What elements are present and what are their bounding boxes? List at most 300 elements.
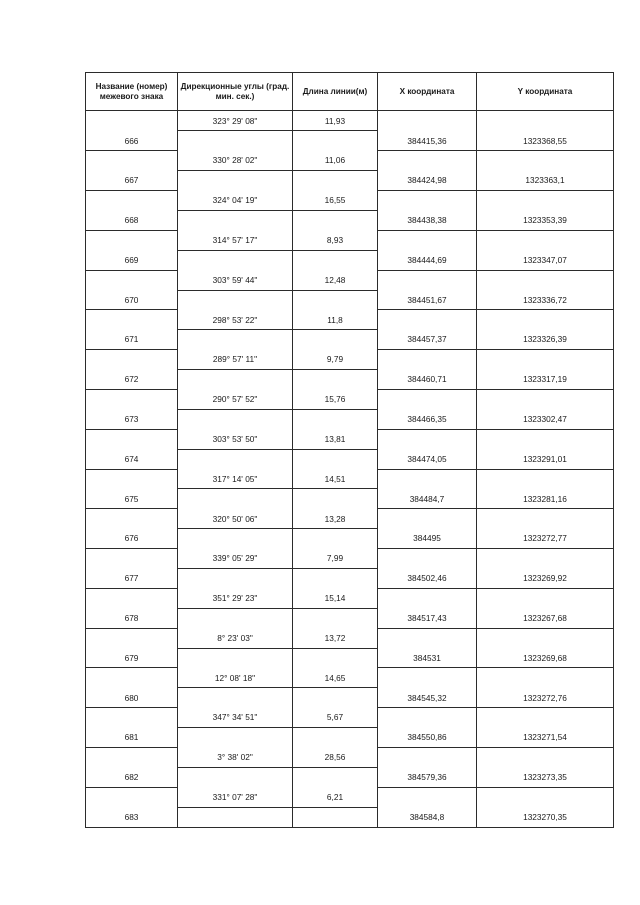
segment-row <box>86 350 614 370</box>
direction-angle-cell <box>178 608 293 628</box>
direction-angle-cell-text: 339° 05' 29" <box>212 553 258 564</box>
mark-name-cell <box>86 230 178 250</box>
mark-name-cell-text: 668 <box>124 215 139 226</box>
y-coordinate-cell-text: 1323272,76 <box>523 692 567 703</box>
line-length-cell <box>293 628 378 648</box>
mark-name-cell <box>86 469 178 489</box>
mark-name-cell <box>86 191 178 211</box>
x-coordinate-cell <box>378 151 477 171</box>
direction-angle-cell <box>178 171 293 191</box>
x-coordinate-cell <box>378 330 477 350</box>
line-length-cell-text: 14,51 <box>324 473 346 484</box>
line-length-cell <box>293 588 378 608</box>
x-coordinate-cell <box>378 310 477 330</box>
mark-name-cell <box>86 409 178 429</box>
direction-angle-cell <box>178 668 293 688</box>
x-coordinate-cell <box>378 191 477 211</box>
line-length-cell-text: 8,93 <box>326 235 344 246</box>
y-coordinate-cell-text: 1323272,77 <box>523 533 567 544</box>
mark-name-cell <box>86 529 178 549</box>
boundary-point-row <box>86 250 614 270</box>
boundary-point-row <box>86 767 614 787</box>
line-length-cell-text: 12,48 <box>324 274 346 285</box>
line-length-cell <box>293 449 378 469</box>
x-coordinate-cell-text: 384415,36 <box>407 135 447 146</box>
x-coordinate-cell <box>378 449 477 469</box>
boundary-point-row <box>86 131 614 151</box>
direction-angle-cell-text: 303° 59' 44" <box>212 274 258 285</box>
direction-angle-cell <box>178 131 293 151</box>
line-length-cell <box>293 370 378 390</box>
x-coordinate-cell-text: 384545,32 <box>407 692 447 703</box>
y-coordinate-cell <box>477 469 614 489</box>
y-coordinate-cell <box>477 787 614 807</box>
segment-row <box>86 628 614 648</box>
direction-angle-cell <box>178 728 293 748</box>
line-length-cell-text: 11,8 <box>327 314 343 325</box>
direction-angle-cell <box>178 748 293 768</box>
x-coordinate-cell-text: 384424,98 <box>407 175 447 186</box>
x-coordinate-cell <box>378 608 477 628</box>
segment-row <box>86 708 614 728</box>
line-length-cell <box>293 389 378 409</box>
boundary-point-row <box>86 330 614 350</box>
line-length-cell-text: 9,79 <box>326 354 344 365</box>
line-length-cell <box>293 708 378 728</box>
mark-name-cell-text: 683 <box>124 812 139 823</box>
direction-angle-cell-text: 289° 57' 11" <box>212 354 258 365</box>
x-coordinate-cell <box>378 668 477 688</box>
mark-name-cell <box>86 370 178 390</box>
segment-row <box>86 429 614 449</box>
mark-name-cell <box>86 509 178 529</box>
segment-row <box>86 748 614 768</box>
boundary-point-row <box>86 688 614 708</box>
mark-name-cell <box>86 330 178 350</box>
boundary-point-row <box>86 608 614 628</box>
segment-row <box>86 509 614 529</box>
mark-name-cell <box>86 290 178 310</box>
mark-name-cell <box>86 767 178 787</box>
mark-name-cell-text: 667 <box>124 175 139 186</box>
mark-name-cell <box>86 728 178 748</box>
x-coordinate-cell-text: 384474,05 <box>407 453 447 464</box>
y-coordinate-cell <box>477 549 614 569</box>
direction-angle-cell <box>178 688 293 708</box>
mark-name-cell <box>86 787 178 807</box>
direction-angle-cell <box>178 807 293 827</box>
line-length-cell <box>293 290 378 310</box>
direction-angle-cell-text: 351° 29' 23" <box>212 593 258 604</box>
x-coordinate-cell <box>378 767 477 787</box>
line-length-cell <box>293 270 378 290</box>
segment-row <box>86 469 614 489</box>
direction-angle-cell <box>178 588 293 608</box>
mark-name-cell <box>86 270 178 290</box>
direction-angle-cell <box>178 111 293 131</box>
mark-name-cell <box>86 489 178 509</box>
x-coordinate-cell-text: 384438,38 <box>407 215 447 226</box>
line-length-cell <box>293 250 378 270</box>
mark-name-cell <box>86 807 178 827</box>
mark-name-cell <box>86 688 178 708</box>
direction-angle-cell-text: 330° 28' 02" <box>212 155 258 166</box>
x-coordinate-cell-text: 384517,43 <box>407 612 447 623</box>
y-coordinate-cell <box>477 151 614 171</box>
x-coordinate-cell <box>378 787 477 807</box>
mark-name-cell-text: 669 <box>124 254 139 265</box>
x-coordinate-cell <box>378 230 477 250</box>
y-coordinate-cell <box>477 648 614 668</box>
mark-name-cell <box>86 628 178 648</box>
mark-name-cell-text: 676 <box>124 533 139 544</box>
mark-name-cell <box>86 131 178 151</box>
line-length-cell-text: 11,93 <box>324 115 346 126</box>
direction-angle-cell <box>178 489 293 509</box>
direction-angle-cell-text: 290° 57' 52" <box>212 394 258 405</box>
x-coordinate-cell <box>378 708 477 728</box>
direction-angle-cell-text: 3° 38' 02" <box>217 752 253 763</box>
y-coordinate-cell-text: 1323368,55 <box>523 135 567 146</box>
y-coordinate-cell <box>477 290 614 310</box>
line-length-cell <box>293 409 378 429</box>
mark-name-cell <box>86 668 178 688</box>
direction-angle-cell-text: 347° 34' 51" <box>212 712 258 723</box>
line-length-cell <box>293 648 378 668</box>
x-coordinate-cell-text: 384502,46 <box>407 573 447 584</box>
line-length-cell <box>293 429 378 449</box>
x-coordinate-cell-text: 384484,7 <box>409 493 445 504</box>
mark-name-cell-text: 675 <box>124 493 139 504</box>
boundary-point-row <box>86 210 614 230</box>
mark-name-cell <box>86 549 178 569</box>
mark-name-cell <box>86 310 178 330</box>
mark-name-cell <box>86 648 178 668</box>
y-coordinate-cell <box>477 230 614 250</box>
y-coordinate-cell-text: 1323271,54 <box>523 732 567 743</box>
y-coordinate-cell <box>477 568 614 588</box>
header-x-coordinate: X координата <box>378 73 477 111</box>
direction-angle-cell <box>178 767 293 787</box>
y-coordinate-cell <box>477 210 614 230</box>
line-length-cell-text: 14,65 <box>324 672 346 683</box>
mark-name-cell <box>86 568 178 588</box>
direction-angle-cell <box>178 429 293 449</box>
mark-name-cell <box>86 350 178 370</box>
line-length-cell <box>293 608 378 628</box>
header-mark-name: Название (номер) межевого знака <box>86 73 178 111</box>
direction-angle-cell <box>178 210 293 230</box>
direction-angle-cell <box>178 350 293 370</box>
y-coordinate-cell <box>477 409 614 429</box>
direction-angle-cell <box>178 310 293 330</box>
direction-angle-cell <box>178 389 293 409</box>
x-coordinate-cell <box>378 588 477 608</box>
direction-angle-cell <box>178 549 293 569</box>
y-coordinate-cell-text: 1323347,07 <box>523 254 567 265</box>
x-coordinate-cell <box>378 549 477 569</box>
boundary-point-row <box>86 409 614 429</box>
y-coordinate-cell <box>477 111 614 131</box>
segment-row <box>86 270 614 290</box>
y-coordinate-cell <box>477 529 614 549</box>
line-length-cell <box>293 688 378 708</box>
mark-name-cell <box>86 449 178 469</box>
mark-name-cell-text: 679 <box>124 652 139 663</box>
direction-angle-cell <box>178 370 293 390</box>
direction-angle-cell <box>178 409 293 429</box>
y-coordinate-cell-text: 1323273,35 <box>523 772 567 783</box>
segment-row <box>86 668 614 688</box>
x-coordinate-cell <box>378 389 477 409</box>
direction-angle-cell-text: 324° 04' 19" <box>212 195 258 206</box>
x-coordinate-cell-text: 384460,71 <box>407 374 447 385</box>
line-length-cell <box>293 171 378 191</box>
table-body <box>86 111 614 828</box>
line-length-cell <box>293 151 378 171</box>
y-coordinate-cell-text: 1323353,39 <box>523 215 567 226</box>
direction-angle-cell <box>178 270 293 290</box>
y-coordinate-cell <box>477 588 614 608</box>
direction-angle-cell <box>178 330 293 350</box>
x-coordinate-cell <box>378 270 477 290</box>
line-length-cell-text: 15,14 <box>324 593 346 604</box>
line-length-cell <box>293 568 378 588</box>
y-coordinate-cell <box>477 748 614 768</box>
y-coordinate-cell-text: 1323269,92 <box>523 573 567 584</box>
y-coordinate-cell-text: 1323302,47 <box>523 414 567 425</box>
line-length-cell <box>293 728 378 748</box>
mark-name-cell-text: 670 <box>124 294 139 305</box>
line-length-cell-text: 7,99 <box>326 553 344 564</box>
x-coordinate-cell <box>378 529 477 549</box>
line-length-cell <box>293 310 378 330</box>
y-coordinate-cell <box>477 449 614 469</box>
line-length-cell-text: 13,72 <box>324 632 346 643</box>
y-coordinate-cell <box>477 728 614 748</box>
line-length-cell <box>293 111 378 131</box>
direction-angle-cell-text: 320° 50' 06" <box>212 513 258 524</box>
direction-angle-cell <box>178 787 293 807</box>
direction-angle-cell-text: 298° 53' 22" <box>212 314 258 325</box>
y-coordinate-cell-text: 1323269,68 <box>523 652 567 663</box>
direction-angle-cell <box>178 648 293 668</box>
line-length-cell <box>293 549 378 569</box>
mark-name-cell-text: 682 <box>124 772 139 783</box>
boundary-point-row <box>86 529 614 549</box>
y-coordinate-cell <box>477 628 614 648</box>
mark-name-cell <box>86 210 178 230</box>
line-length-cell-text: 13,81 <box>324 433 346 444</box>
y-coordinate-cell-text: 1323336,72 <box>523 294 567 305</box>
y-coordinate-cell <box>477 489 614 509</box>
y-coordinate-cell <box>477 171 614 191</box>
x-coordinate-cell-text: 384579,36 <box>407 772 447 783</box>
y-coordinate-cell <box>477 370 614 390</box>
mark-name-cell <box>86 389 178 409</box>
y-coordinate-cell <box>477 608 614 628</box>
y-coordinate-cell <box>477 131 614 151</box>
mark-name-cell <box>86 608 178 628</box>
line-length-cell <box>293 131 378 151</box>
line-length-cell <box>293 767 378 787</box>
mark-name-cell-text: 672 <box>124 374 139 385</box>
mark-name-cell <box>86 111 178 131</box>
y-coordinate-cell <box>477 429 614 449</box>
segment-row <box>86 389 614 409</box>
y-coordinate-cell <box>477 688 614 708</box>
line-length-cell <box>293 469 378 489</box>
table-header-row <box>86 73 614 111</box>
line-length-cell <box>293 529 378 549</box>
header-line-length: Длина линии(м) <box>293 73 378 111</box>
line-length-cell-text: 16,55 <box>324 195 346 206</box>
y-coordinate-cell <box>477 389 614 409</box>
boundary-point-row <box>86 489 614 509</box>
segment-row <box>86 549 614 569</box>
line-length-cell <box>293 668 378 688</box>
x-coordinate-cell <box>378 728 477 748</box>
boundary-point-row <box>86 728 614 748</box>
direction-angle-cell <box>178 568 293 588</box>
mark-name-cell <box>86 748 178 768</box>
boundary-point-row <box>86 171 614 191</box>
direction-angle-cell-text: 317° 14' 05" <box>212 473 258 484</box>
line-length-cell <box>293 787 378 807</box>
x-coordinate-cell-text: 384550,86 <box>407 732 447 743</box>
segment-row <box>86 191 614 211</box>
x-coordinate-cell <box>378 509 477 529</box>
x-coordinate-cell <box>378 429 477 449</box>
mark-name-cell-text: 677 <box>124 573 139 584</box>
x-coordinate-cell <box>378 350 477 370</box>
line-length-cell <box>293 350 378 370</box>
direction-angle-cell <box>178 708 293 728</box>
x-coordinate-cell <box>378 290 477 310</box>
line-length-cell-text: 5,67 <box>326 712 344 723</box>
mark-name-cell-text: 671 <box>124 334 139 345</box>
boundary-point-row <box>86 370 614 390</box>
boundary-point-row <box>86 568 614 588</box>
boundary-point-row <box>86 648 614 668</box>
boundary-coordinates-table <box>85 72 614 828</box>
segment-row <box>86 230 614 250</box>
boundary-point-row <box>86 807 614 827</box>
mark-name-cell-text: 673 <box>124 414 139 425</box>
y-coordinate-cell <box>477 668 614 688</box>
line-length-cell <box>293 807 378 827</box>
segment-row <box>86 588 614 608</box>
boundary-point-row <box>86 449 614 469</box>
line-length-cell <box>293 230 378 250</box>
y-coordinate-cell <box>477 191 614 211</box>
y-coordinate-cell <box>477 310 614 330</box>
direction-angle-cell <box>178 469 293 489</box>
x-coordinate-cell-text: 384466,35 <box>407 414 447 425</box>
x-coordinate-cell-text: 384444,69 <box>407 254 447 265</box>
direction-angle-cell-text: 8° 23' 03" <box>217 632 253 643</box>
x-coordinate-cell-text: 384495 <box>413 533 441 544</box>
line-length-cell-text: 15,76 <box>324 394 346 405</box>
direction-angle-cell <box>178 529 293 549</box>
direction-angle-cell <box>178 191 293 211</box>
mark-name-cell-text: 680 <box>124 692 139 703</box>
direction-angle-cell <box>178 628 293 648</box>
mark-name-cell <box>86 250 178 270</box>
mark-name-cell-text: 678 <box>124 612 139 623</box>
x-coordinate-cell-text: 384457,37 <box>407 334 447 345</box>
direction-angle-cell <box>178 151 293 171</box>
y-coordinate-cell <box>477 807 614 827</box>
y-coordinate-cell-text: 1323363,1 <box>525 175 565 186</box>
direction-angle-cell <box>178 449 293 469</box>
mark-name-cell <box>86 588 178 608</box>
y-coordinate-cell <box>477 767 614 787</box>
line-length-cell-text: 6,21 <box>326 791 344 802</box>
x-coordinate-cell <box>378 111 477 131</box>
x-coordinate-cell <box>378 489 477 509</box>
mark-name-cell-text: 681 <box>124 732 139 743</box>
y-coordinate-cell-text: 1323326,39 <box>523 334 567 345</box>
y-coordinate-cell <box>477 250 614 270</box>
mark-name-cell <box>86 171 178 191</box>
y-coordinate-cell <box>477 509 614 529</box>
mark-name-cell <box>86 151 178 171</box>
x-coordinate-cell-text: 384531 <box>413 652 441 663</box>
y-coordinate-cell-text: 1323267,68 <box>523 612 567 623</box>
line-length-cell <box>293 509 378 529</box>
segment-row <box>86 310 614 330</box>
x-coordinate-cell <box>378 250 477 270</box>
x-coordinate-cell <box>378 568 477 588</box>
x-coordinate-cell <box>378 628 477 648</box>
mark-name-cell <box>86 429 178 449</box>
direction-angle-cell-text: 323° 29' 08" <box>212 115 258 126</box>
y-coordinate-cell-text: 1323270,35 <box>523 812 567 823</box>
line-length-cell-text: 11,06 <box>324 155 346 166</box>
line-length-cell <box>293 748 378 768</box>
x-coordinate-cell <box>378 210 477 230</box>
x-coordinate-cell <box>378 807 477 827</box>
y-coordinate-cell <box>477 708 614 728</box>
segment-row <box>86 151 614 171</box>
direction-angle-cell <box>178 230 293 250</box>
x-coordinate-cell <box>378 748 477 768</box>
header-y-coordinate: Y координата <box>477 73 614 111</box>
mark-name-cell-text: 674 <box>124 453 139 464</box>
y-coordinate-cell-text: 1323317,19 <box>523 374 567 385</box>
direction-angle-cell <box>178 250 293 270</box>
boundary-point-row <box>86 290 614 310</box>
mark-name-cell-text: 666 <box>124 135 139 146</box>
direction-angle-cell <box>178 290 293 310</box>
y-coordinate-cell <box>477 330 614 350</box>
y-coordinate-cell-text: 1323291,01 <box>523 453 567 464</box>
x-coordinate-cell <box>378 409 477 429</box>
x-coordinate-cell <box>378 688 477 708</box>
segment-row <box>86 111 614 131</box>
x-coordinate-cell <box>378 131 477 151</box>
x-coordinate-cell-text: 384584,8 <box>409 812 445 823</box>
direction-angle-cell <box>178 509 293 529</box>
x-coordinate-cell <box>378 370 477 390</box>
direction-angle-cell-text: 314° 57' 17" <box>212 235 258 246</box>
y-coordinate-cell-text: 1323281,16 <box>523 493 567 504</box>
line-length-cell-text: 13,28 <box>324 513 346 524</box>
line-length-cell <box>293 210 378 230</box>
y-coordinate-cell <box>477 350 614 370</box>
line-length-cell <box>293 330 378 350</box>
